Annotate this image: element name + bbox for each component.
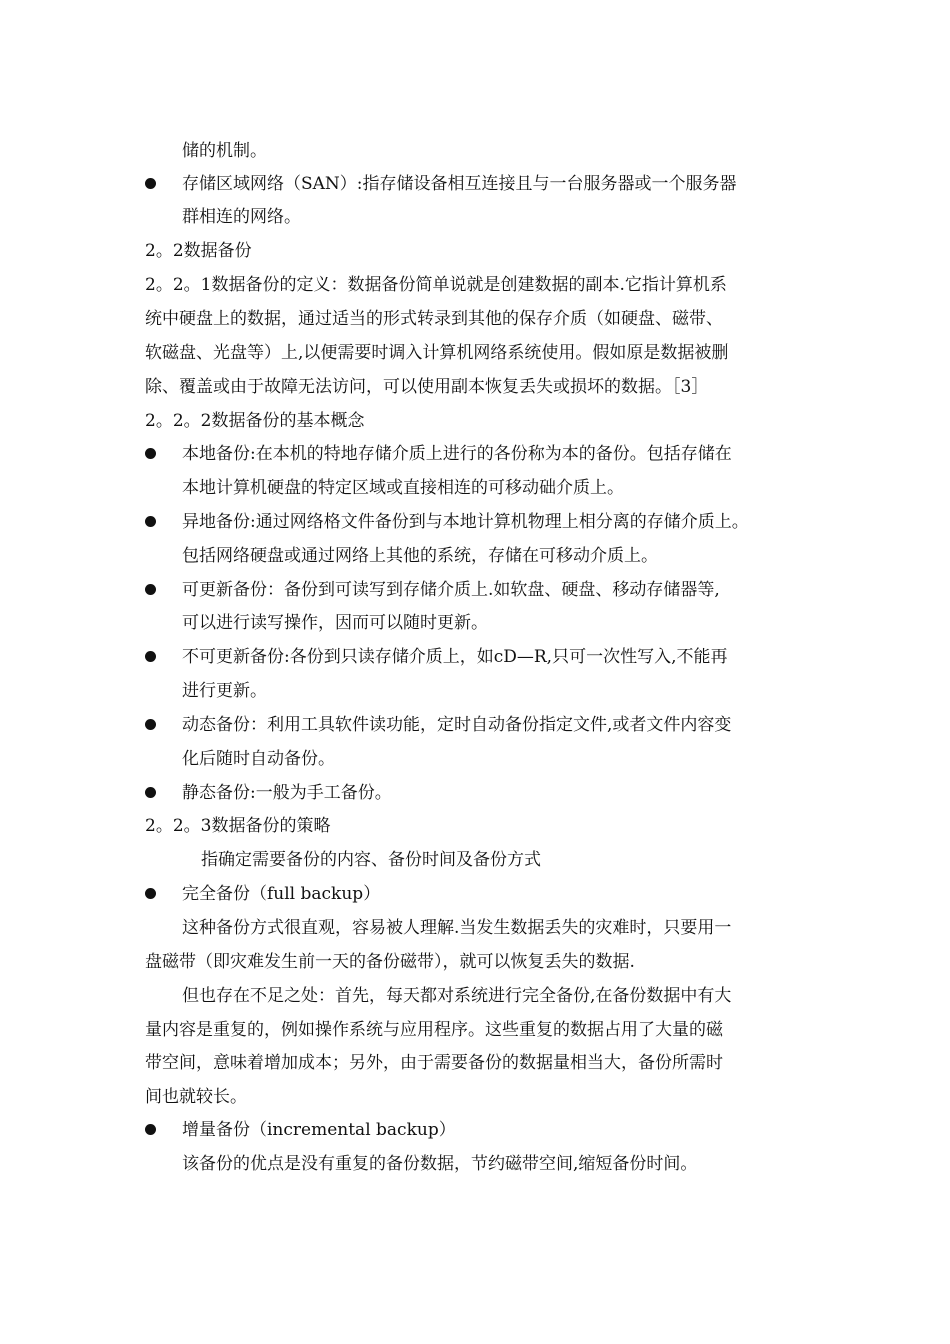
list-item-local-backup: 本地备份:在本机的特地存储介质上进行的各份称为本的备份。包括存储在 bbox=[182, 444, 732, 464]
bullet-icon bbox=[145, 719, 156, 730]
paragraph-line: 2。2。1数据备份的定义：数据备份简单说就是创建数据的副本.它指计算机系 bbox=[145, 275, 727, 295]
text-line: 本地计算机硬盘的特定区域或直接相连的可移动础介质上。 bbox=[182, 478, 624, 498]
subsection-heading: 2。2。2数据备份的基本概念 bbox=[145, 411, 365, 431]
bullet-icon bbox=[145, 787, 156, 798]
bullet-icon bbox=[145, 1124, 156, 1135]
paragraph-line: 带空间，意味着增加成本；另外，由于需要备份的数据量相当大，备份所需时 bbox=[145, 1053, 723, 1073]
list-item-full-backup: 完全备份（full backup） bbox=[182, 884, 381, 904]
list-item-updatable-backup: 可更新备份：备份到可读写到存储介质上.如软盘、硬盘、移动存储器等, bbox=[182, 580, 720, 600]
paragraph-line: 除、覆盖或由于故障无法访问，可以使用副本恢复丢失或损坏的数据。［3］ bbox=[145, 377, 709, 397]
text-line: 包括网络硬盘或通过网络上其他的系统，存储在可移动介质上。 bbox=[182, 546, 658, 566]
text-line: 群相连的网络。 bbox=[182, 207, 301, 227]
paragraph-line: 该备份的优点是没有重复的备份数据，节约磁带空间,缩短备份时间。 bbox=[182, 1154, 698, 1174]
section-heading: 2。2数据备份 bbox=[145, 241, 252, 261]
paragraph-line: 但也存在不足之处：首先，每天都对系统进行完全备份,在备份数据中有大 bbox=[182, 986, 732, 1006]
paragraph-line: 盘磁带（即灾难发生前一天的备份磁带），就可以恢复丢失的数据. bbox=[145, 952, 635, 972]
text-line: 进行更新。 bbox=[182, 681, 267, 701]
paragraph-line: 间也就较长。 bbox=[145, 1087, 247, 1107]
subsection-heading: 2。2。3数据备份的策略 bbox=[145, 816, 331, 836]
bullet-icon bbox=[145, 584, 156, 595]
list-item-remote-backup: 异地备份:通过网络格文件备份到与本地计算机物理上相分离的存储介质上。 bbox=[182, 512, 749, 532]
bullet-icon bbox=[145, 888, 156, 899]
paragraph-line: 软磁盘、光盘等）上,以便需要时调入计算机网络系统使用。假如原是数据被删 bbox=[145, 343, 729, 363]
bullet-icon bbox=[145, 651, 156, 662]
bullet-icon bbox=[145, 178, 156, 189]
list-item-non-updatable-backup: 不可更新备份:各份到只读存储介质上，如cD—R,只可一次性写入,不能再 bbox=[182, 647, 728, 667]
bullet-icon bbox=[145, 448, 156, 459]
paragraph-line: 量内容是重复的，例如操作系统与应用程序。这些重复的数据占用了大量的磁 bbox=[145, 1020, 723, 1040]
paragraph-line: 这种备份方式很直观，容易被人理解.当发生数据丢失的灾难时，只要用一 bbox=[182, 918, 732, 938]
list-item-static-backup: 静态备份:一般为手工备份。 bbox=[182, 783, 392, 803]
text-line: 化后随时自动备份。 bbox=[182, 749, 335, 769]
list-item-san: 存储区域网络（SAN）:指存储设备相互连接且与一台服务器或一个服务器 bbox=[182, 174, 737, 194]
paragraph-line: 统中硬盘上的数据，通过适当的形式转录到其他的保存介质（如硬盘、磁带、 bbox=[145, 309, 723, 329]
text-line: 可以进行读写操作，因而可以随时更新。 bbox=[182, 613, 488, 633]
bullet-icon bbox=[145, 516, 156, 527]
list-item-incremental-backup: 增量备份（incremental backup） bbox=[182, 1120, 456, 1140]
paragraph-line: 指确定需要备份的内容、备份时间及备份方式 bbox=[201, 850, 541, 870]
list-item-dynamic-backup: 动态备份：利用工具软件读功能，定时自动备份指定文件,或者文件内容变 bbox=[182, 715, 732, 735]
text-line: 储的机制。 bbox=[182, 141, 267, 161]
